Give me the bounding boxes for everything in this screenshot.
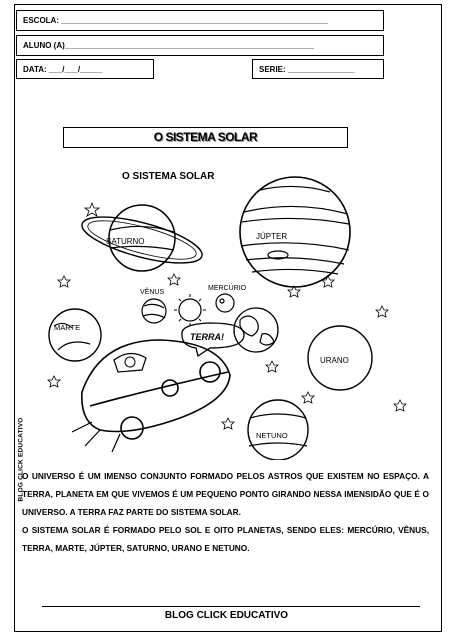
terra-label: TERRA!	[190, 332, 224, 342]
spaceship	[72, 340, 230, 452]
paragraph-universe: O UNIVERSO É UM IMENSO CONJUNTO FORMADO PELOS ASTROS QUE EXISTEM NO ESPAÇO. A TERRA, PLANETA EM QUE VIVEMOS É UM PEQUENO PONTO GIRANDO NESSA IMENSIDÃO QUE É O UNIVERSO. A TERRA FAZ PARTE DO SISTEMA SOLAR.	[22, 471, 429, 517]
mercurio-label: MERCÚRIO	[208, 285, 247, 292]
jupiter-planet	[240, 177, 350, 287]
earth-planet	[234, 308, 278, 352]
aluno-field[interactable]: ALUNO (A)________________________________________________________	[16, 35, 384, 56]
footer-text: BLOG CLICK EDUCATIVO	[164, 610, 289, 621]
illustration-heading: O SISTEMA SOLAR	[122, 171, 215, 182]
escola-field[interactable]: ESCOLA: ____________________________________________________________	[16, 10, 384, 31]
side-label: BLOG CLICK EDUCATIVO	[17, 417, 25, 502]
venus-planet	[140, 287, 166, 323]
venus-label: VÊNUS	[140, 289, 165, 296]
page-title	[63, 127, 348, 148]
footer-divider	[42, 606, 420, 607]
uranus-planet	[308, 326, 372, 390]
paragraph-solar-system: O SISTEMA SOLAR É FORMADO PELO SOL E OITO PLANETAS, SENDO ELES: MERCÚRIO, VÊNUS, TERRA, MARTE, JÚPTER, SATURNO, URANO E NETUNO.	[22, 525, 429, 553]
neptune-planet	[248, 400, 308, 460]
marte-label: MARTE	[54, 323, 81, 332]
mars-planet	[49, 309, 101, 361]
body-text	[22, 467, 429, 557]
mercury-planet	[208, 283, 247, 312]
urano-label: URANO	[320, 356, 349, 365]
saturno-label: SATURNO	[106, 237, 145, 246]
page-title-text: O SISTEMA SOLAR	[153, 130, 258, 144]
jupter-label: JÚPTER	[256, 232, 288, 241]
stars	[48, 203, 406, 429]
solar-system-illustration	[30, 160, 420, 460]
serie-field[interactable]: SERIE: _______________	[252, 59, 384, 79]
sun	[174, 294, 206, 326]
data-field[interactable]: DATA: ___/___/_____	[16, 59, 154, 79]
netuno-label: NETUNO	[256, 431, 288, 440]
